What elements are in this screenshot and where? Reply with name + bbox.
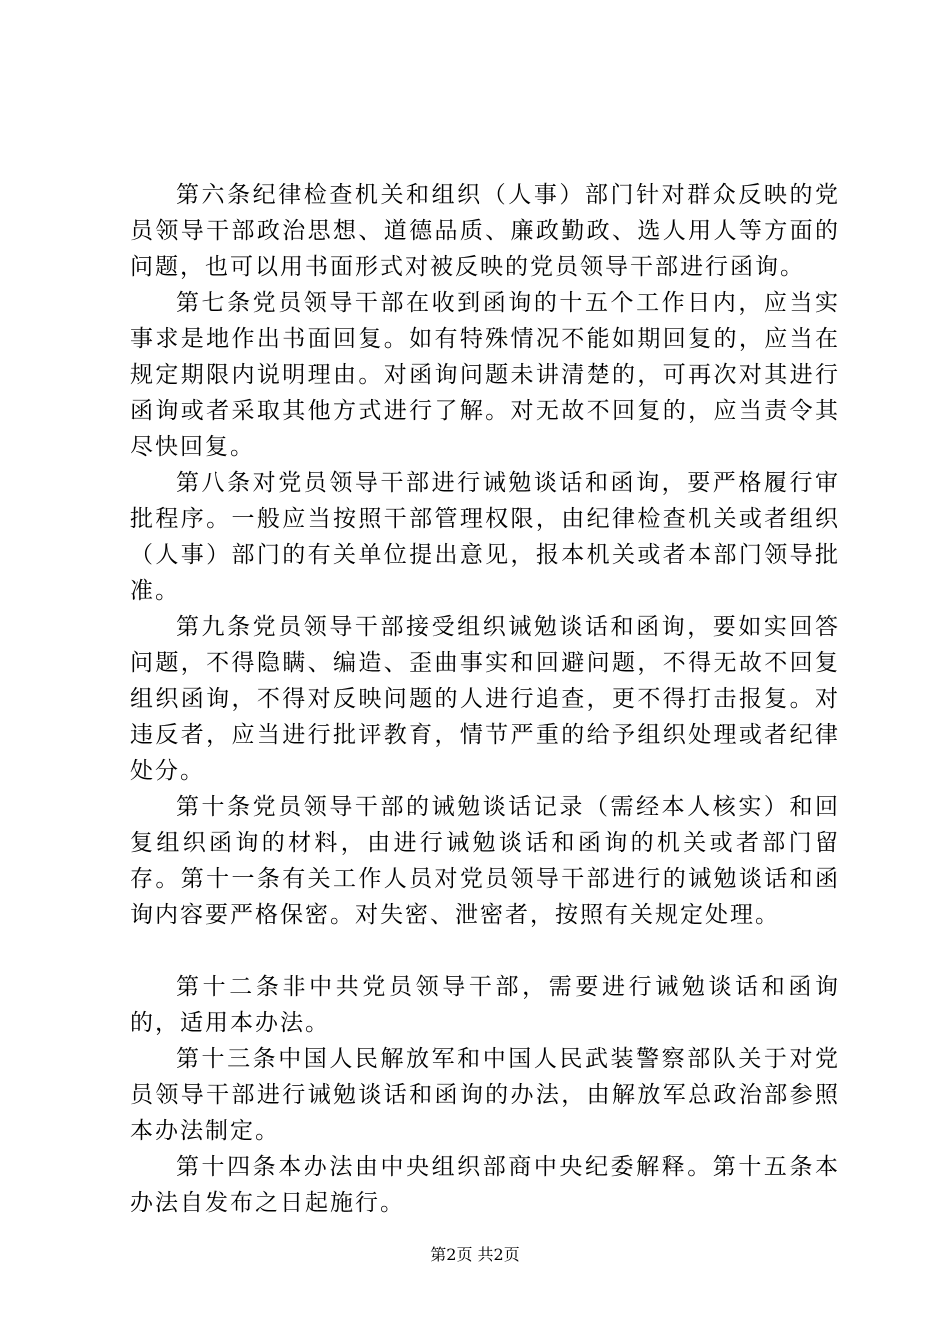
paragraph-article-7: 第七条党员领导干部在收到函询的十五个工作日内，应当实事求是地作出书面回复。如有特殊情况不能如期回复的，应当在规定期限内说明理由。对函询问题未讲清楚的，可再次对其进行函询或者采取其他方式进行了解。对无故不回复的，应当责令其尽快回复。: [130, 290, 840, 460]
paragraph-article-10-11: 第十条党员领导干部的诫勉谈话记录（需经本人核实）和回复组织函询的材料，由进行诫勉谈话和函询的机关或者部门留存。第十一条有关工作人员对党员领导干部进行的诫勉谈话和函询内容要严格保密。对失密、泄密者，按照有关规定处理。: [130, 794, 840, 928]
paragraph-article-14-15: 第十四条本办法由中央组织部商中央纪委解释。第十五条本办法自发布之日起施行。: [130, 1154, 840, 1216]
paragraph-article-9: 第九条党员领导干部接受组织诫勉谈话和函询，要如实回答问题，不得隐瞒、编造、歪曲事实和回避问题，不得无故不回复组织函询，不得对反映问题的人进行追查，更不得打击报复。对违反者，应当进行批评教育，情节严重的给予组织处理或者纪律处分。: [130, 614, 840, 784]
paragraph-article-6: 第六条纪律检查机关和组织（人事）部门针对群众反映的党员领导干部政治思想、道德品质、廉政勤政、选人用人等方面的问题，也可以用书面形式对被反映的党员领导干部进行函询。: [130, 182, 840, 280]
page-number-footer: 第2页 共2页: [430, 1245, 520, 1264]
paragraph-article-8: 第八条对党员领导干部进行诫勉谈话和函询，要严格履行审批程序。一般应当按照干部管理权限，由纪律检查机关或者组织（人事）部门的有关单位提出意见，报本机关或者本部门领导批准。: [130, 470, 840, 604]
document-body: [130, 177, 840, 1221]
paragraph-article-13: 第十三条中国人民解放军和中国人民武装警察部队关于对党员领导干部进行诫勉谈话和函询的办法，由解放军总政治部参照本办法制定。: [130, 1046, 840, 1144]
paragraph-article-12: 第十二条非中共党员领导干部，需要进行诫勉谈话和函询的，适用本办法。: [130, 974, 840, 1036]
